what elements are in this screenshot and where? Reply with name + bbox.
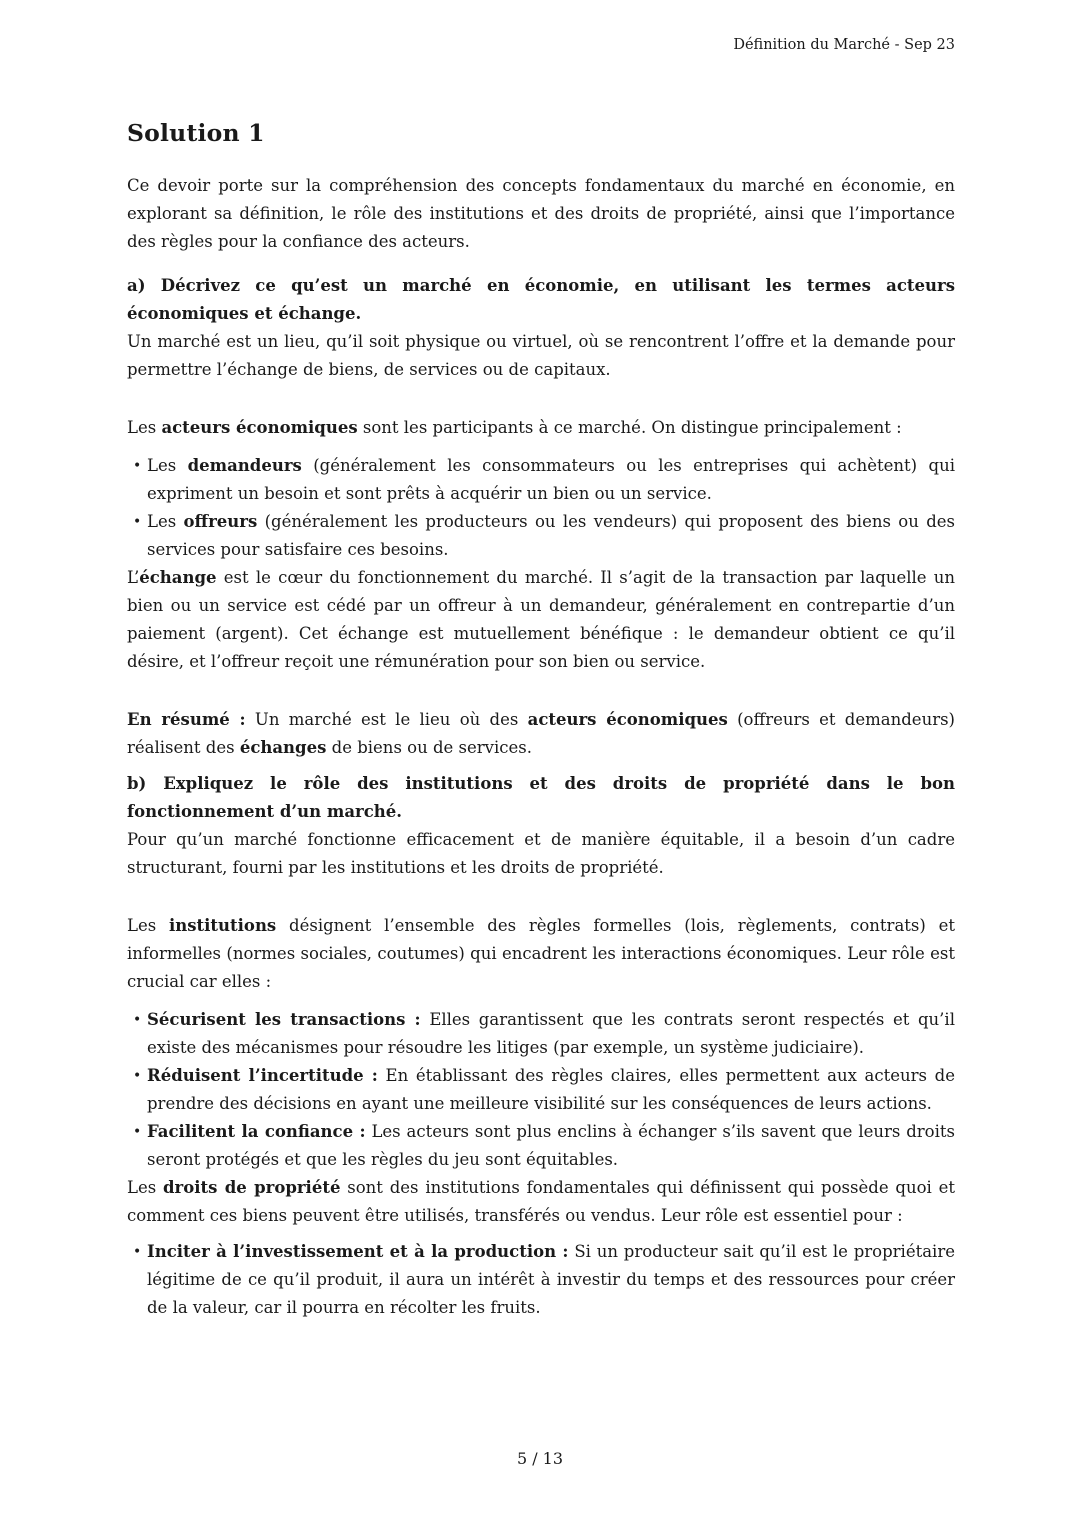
running-header: Définition du Marché - Sep 23 xyxy=(733,37,955,53)
list-item-offreurs: • Les offreurs (généralement les producteurs ou les vendeurs) qui proposent des biens ou des services pour satisfaire ces besoins. xyxy=(147,508,955,564)
property-rights-intro-paragraph: Les droits de propriété sont des institutions fondamentales qui définissent qui possède quoi et comment ces biens peuvent être utilisés, transférés ou vendus. Leur rôle est essentiel pour : xyxy=(127,1178,955,1225)
institutions-list xyxy=(127,1006,955,1174)
list-item-reduisent: • Réduisent l’incertitude : En établissant des règles claires, elles permettent aux acteurs de prendre des décisions en ayant une meilleure visibilité sur les conséquences de leurs actions. xyxy=(147,1062,955,1118)
list-item-facilitent: • Facilitent la confiance : Les acteurs sont plus enclins à échanger s’ils savent que leurs droits seront protégés et que les règles du jeu sont équitables. xyxy=(147,1118,955,1174)
market-definition-paragraph: Un marché est un lieu, qu’il soit physique ou virtuel, où se rencontrent l’offre et la demande pour permettre l’échange de biens, de services ou de capitaux. xyxy=(127,332,955,379)
exchange-paragraph: L’échange est le cœur du fonctionnement du marché. Il s’agit de la transaction par laquelle un bien ou un service est cédé par un offreur à un demandeur, généralement en contrepartie d’un paiement (argent). Cet échange est mutuellement bénéfique : le demandeur obtient ce qu’il désire, et l’offreur reçoit une rémunération pour son bien ou service. xyxy=(127,568,955,671)
page-number: 5 / 13 xyxy=(516,1449,564,1468)
question-b-heading: b) Expliquez le rôle des institutions et des droits de propriété dans le bon fonctionnement d’un marché. xyxy=(127,774,955,821)
question-a-heading: a) Décrivez ce qu’est un marché en économie, en utilisant les termes acteurs économiques et échange. xyxy=(127,276,955,323)
actors-list xyxy=(127,452,955,564)
page-title: Solution 1 xyxy=(127,119,265,147)
institutions-intro-paragraph: Les institutions désignent l’ensemble des règles formelles (lois, règlements, contrats) et informelles (normes sociales, coutumes) qui encadrent les interactions économiques. Leur rôle est crucial car elles : xyxy=(127,916,956,991)
list-item-inciter: • Inciter à l’investissement et à la production : Si un producteur sait qu’il est le propriétaire légitime de ce qu’il produit, il aura un intérêt à investir du temps et des ressources pour créer de la valeur, car il pourra en récolter les fruits. xyxy=(147,1238,955,1322)
property-rights-list xyxy=(127,1238,955,1322)
list-item-securisent: • Sécurisent les transactions : Elles garantissent que les contrats seront respectés et qu’il existe des mécanismes pour résoudre les litiges (par exemple, un système judiciaire). xyxy=(147,1006,955,1062)
list-item-demandeurs: • Les demandeurs (généralement les consommateurs ou les entreprises qui achètent) qui expriment un besoin et sont prêts à acquérir un bien ou un service. xyxy=(147,452,955,508)
document-content xyxy=(127,118,955,1322)
intro-paragraph: Ce devoir porte sur la compréhension des concepts fondamentaux du marché en économie, en explorant sa définition, le rôle des institutions et des droits de propriété, ainsi que l’importance des règles pour la confiance des acteurs. xyxy=(127,176,955,251)
summary-paragraph: En résumé : Un marché est le lieu où des acteurs économiques (offreurs et demandeurs) réalisent des échanges de biens ou de services. xyxy=(127,710,955,757)
actors-intro-paragraph: Les acteurs économiques sont les participants à ce marché. On distingue principalement : xyxy=(127,418,902,437)
framework-paragraph: Pour qu’un marché fonctionne efficacement et de manière équitable, il a besoin d’un cadre structurant, fourni par les institutions et les droits de propriété. xyxy=(127,830,955,877)
